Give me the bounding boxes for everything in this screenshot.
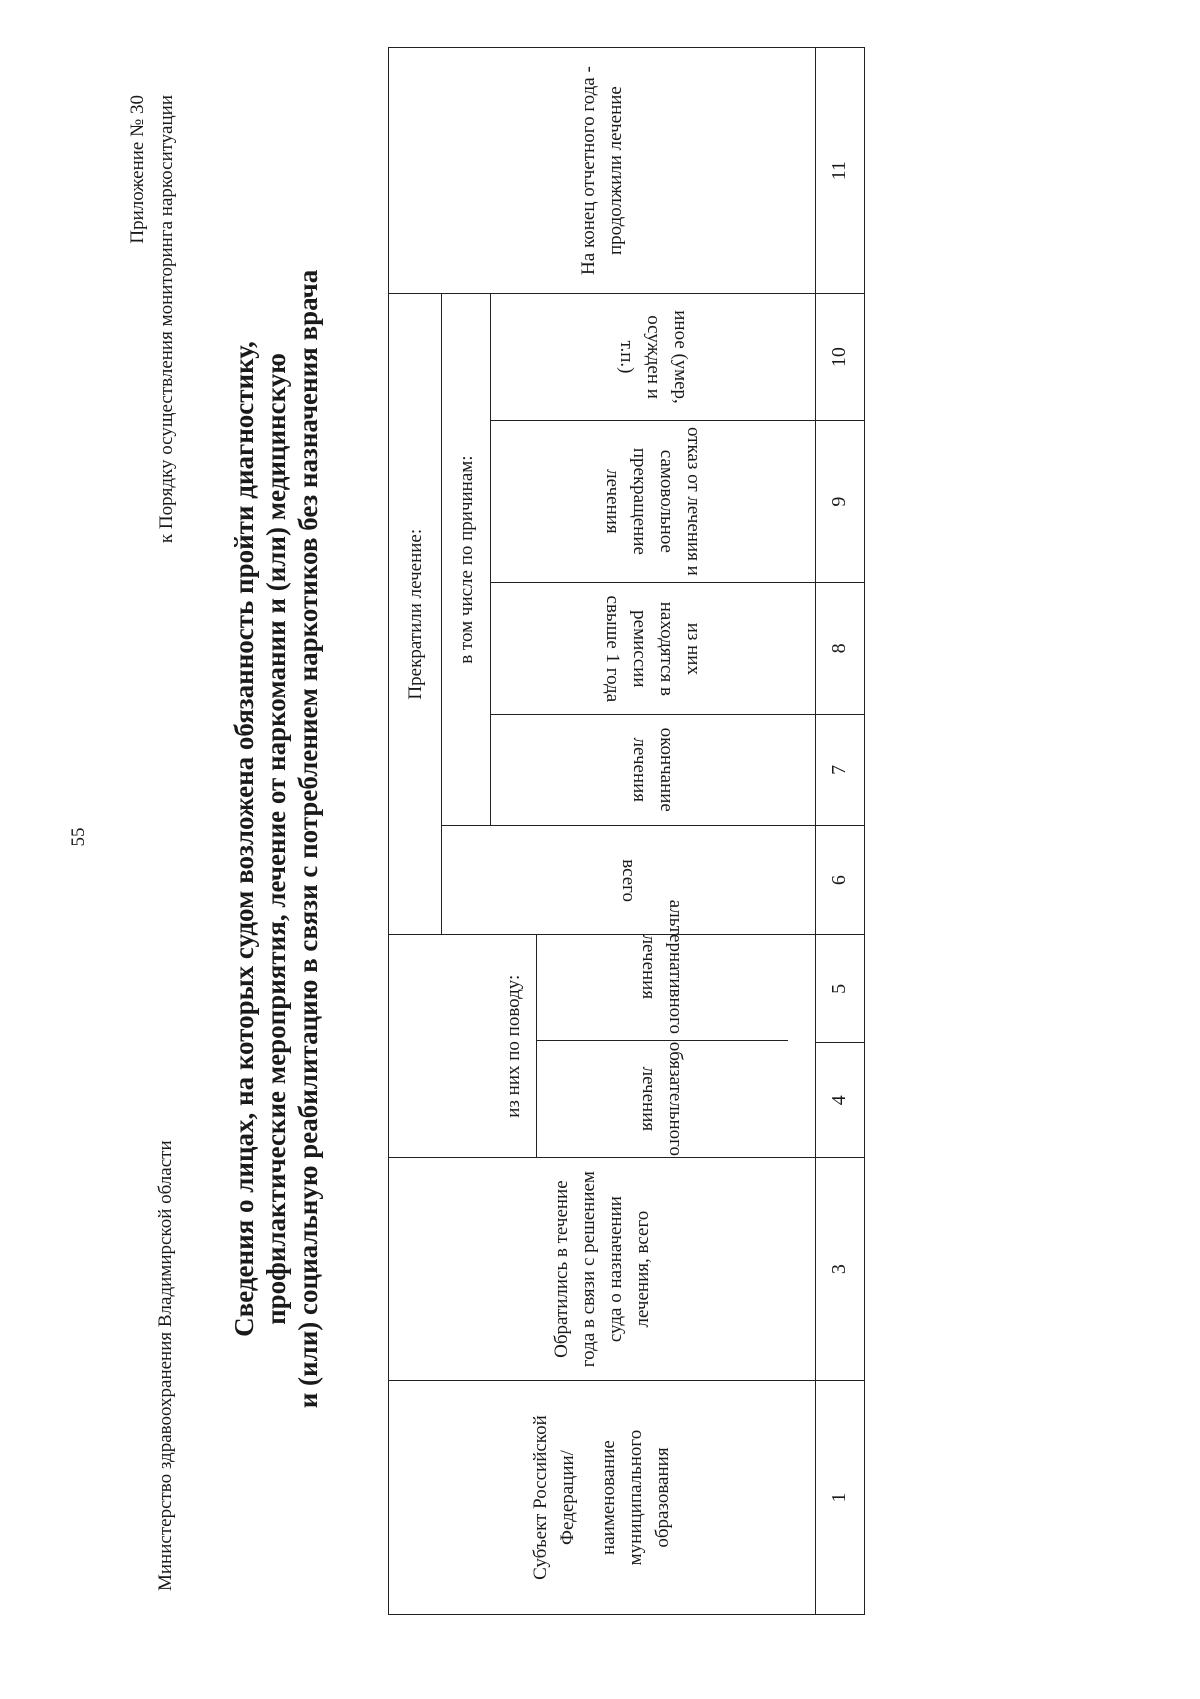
header-of-them: из них по поводу: xyxy=(502,974,524,1118)
column-number: 5 xyxy=(815,935,864,1043)
column-number: 3 xyxy=(815,1158,864,1381)
header-completed-cell xyxy=(491,714,815,825)
column-number: 6 xyxy=(815,826,864,935)
title-line-3: и (или) социальную реабилитацию в связи с потреблением наркотиков без назначения врача xyxy=(293,269,323,1409)
header-alternative: альтернативного лечения xyxy=(638,899,687,1035)
column-number-row xyxy=(815,48,864,1615)
header-continued: На конец отчетного года - продолжили лечение xyxy=(389,48,816,294)
appendix-number: Приложение № 30 xyxy=(127,95,148,244)
column-number: 8 xyxy=(815,583,864,714)
header-refusal-cell xyxy=(491,421,815,583)
header-subject-line-2: наименование xyxy=(598,1440,620,1555)
header-blank-top xyxy=(389,935,491,1158)
document-title xyxy=(228,129,324,1549)
appendix-reference: к Порядку осуществления мониторинга наркоситуации xyxy=(156,95,177,544)
column-number: 4 xyxy=(815,1043,864,1158)
header-mandatory-cell xyxy=(537,1040,788,1157)
header-subject xyxy=(389,1381,816,1615)
header-subject-line-1: Субъект Российской Федерации/ xyxy=(530,1415,579,1580)
header-stopped-total-text: всего xyxy=(618,858,640,902)
ministry-name: Министерство здравоохранения Владимирской области xyxy=(155,1140,176,1591)
report-table xyxy=(388,47,865,1615)
column-number: 10 xyxy=(815,294,864,421)
header-refusal: отказ от лечения и самовольное прекращение лечения xyxy=(602,427,705,577)
header-subject-line-3: муниципального образования xyxy=(625,1429,674,1566)
title-line-1: Сведения о лицах, на которых судом возложена обязанность пройти диагностику, xyxy=(229,341,259,1337)
header-mandatory: обязательного лечения xyxy=(638,1042,687,1157)
column-number: 9 xyxy=(815,421,864,583)
column-number: 11 xyxy=(815,48,864,294)
title-line-2: профилактические мероприятия, лечение от наркомании и (или) медицинскую xyxy=(261,353,291,1325)
header-remission: из них находятся в ремиссии свыше 1 года xyxy=(602,595,705,702)
column-number: 7 xyxy=(815,714,864,825)
column-number: 1 xyxy=(815,1381,864,1615)
header-reasons: в том числе по причинам: xyxy=(442,294,491,826)
header-completed: окончание лечения xyxy=(629,727,678,812)
header-applied: Обратились в течение года в связи с решением суда о назначении лечения, всего xyxy=(389,1158,816,1381)
header-row-1 xyxy=(389,48,442,1615)
header-remission-cell xyxy=(491,583,815,714)
header-stopped-treatment: Прекратили лечение: xyxy=(389,294,442,935)
header-other: иное (умер, осужден и т.п.) xyxy=(615,310,691,404)
header-alternative-cell xyxy=(537,894,788,1040)
header-other-cell xyxy=(491,294,815,421)
header-of-them-cell xyxy=(491,899,815,1158)
appendix-header xyxy=(123,95,181,543)
page-number: 55 xyxy=(68,827,89,847)
